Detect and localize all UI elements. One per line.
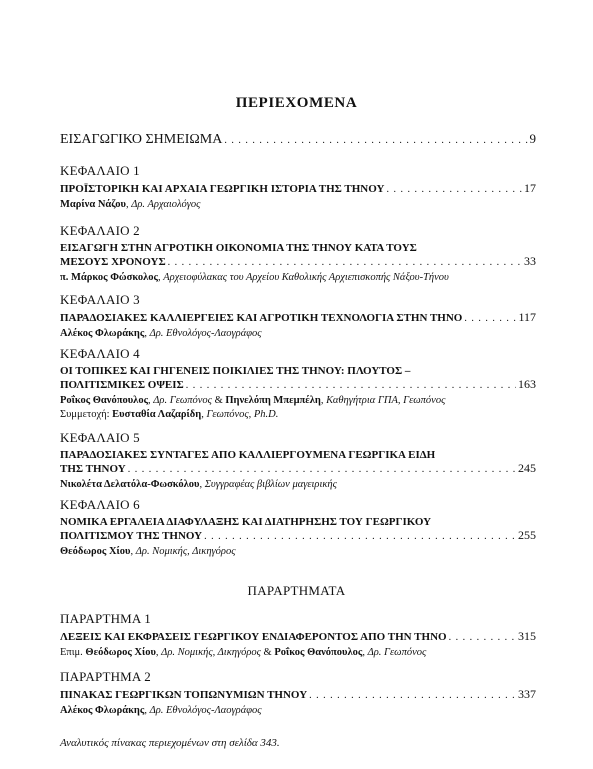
chapter-label: ΚΕΦΑΛΑΙΟ 1: [60, 163, 140, 178]
author-name: π. Μάρκος Φώσκολος: [60, 272, 158, 283]
chapter-title-line-1: ΟΙ ΤΟΠΙΚΕΣ ΚΑΙ ΓΗΓΕΝΕΙΣ ΠΟΙΚΙΛΙΕΣ ΤΗΣ ΤΗΝΟΥ: ΠΛΟΥΤΟΣ –: [60, 365, 411, 377]
chapter-6[interactable]: [60, 497, 536, 559]
chapter-title-line-2: ΠΟΛΙΤΙΣΜΙΚΕΣ ΟΨΕΙΣ: [60, 379, 184, 391]
chapter-title-row: [60, 529, 536, 543]
chapter-title: ΠΑΡΑΔΟΣΙΑΚΕΣ ΚΑΛΛΙΕΡΓΕΙΕΣ ΚΑΙ ΑΓΡΟΤΙΚΗ ΤΕΧΝΟΛΟΓΙΑ ΣΤΗΝ ΤΗΝΟ: [60, 312, 463, 324]
chapter-title-line-2: ΠΟΛΙΤΙΣΜΟΥ ΤΗΣ ΤΗΝΟΥ: [60, 530, 203, 542]
chapter-title-row: [60, 255, 536, 269]
appendix-title: ΛΕΞΕΙΣ ΚΑΙ ΕΚΦΡΑΣΕΙΣ ΓΕΩΡΓΙΚΟΥ ΕΝΔΙΑΦΕΡΟΝΤΟΣ ΑΠΟ ΤΗΝ ΤΗΝΟ: [60, 631, 447, 643]
chapter-page-number: 17: [524, 181, 536, 195]
author-name: Νικολέτα Δελατόλα-Φωσκόλου: [60, 479, 200, 490]
dot-leader: [168, 256, 522, 269]
author-role: Δρ. Εθνολόγος-Λαογράφος: [149, 705, 262, 716]
chapter-title-row: [60, 311, 536, 325]
chapter-author: Μαρίνα Νάζου, Δρ. Αρχαιολόγος: [60, 199, 201, 210]
chapter-label: ΚΕΦΑΛΑΙΟ 5: [60, 430, 140, 445]
appendix-page-number: 315: [518, 629, 536, 643]
chapter-page-number: 33: [524, 254, 536, 268]
chapter-author: Θεόδωρος Χίου, Δρ. Νομικής, Δικηγόρος: [60, 546, 236, 557]
chapter-label: ΚΕΦΑΛΑΙΟ 6: [60, 497, 140, 512]
chapter-title-line-1: ΕΙΣΑΓΩΓΗ ΣΤΗΝ ΑΓΡΟΤΙΚΗ ΟΙΚΟΝΟΜΙΑ ΤΗΣ ΤΗΝΟΥ ΚΑΤΑ ΤΟΥΣ: [60, 242, 417, 254]
appendix-1[interactable]: [60, 611, 536, 660]
chapter-title-line-1: ΝΟΜΙΚΑ ΕΡΓΑΛΕΙΑ ΔΙΑΦΥΛΑΞΗΣ ΚΑΙ ΔΙΑΤΗΡΗΣΗΣ ΤΟΥ ΓΕΩΡΓΙΚΟΥ: [60, 516, 432, 528]
chapter-label: ΚΕΦΑΛΑΙΟ 4: [60, 346, 140, 361]
footer-note: Αναλυτικός πίνακας περιεχομένων στη σελίδα 343.: [60, 737, 280, 749]
appendix-2[interactable]: [60, 669, 536, 718]
chapter-title-row: [60, 182, 536, 196]
author-name: Μαρίνα Νάζου: [60, 199, 126, 210]
participation-label: Συμμετοχή:: [60, 409, 110, 420]
chapter-title: ΠΡΟΪΣΤΟΡΙΚΗ ΚΑΙ ΑΡΧΑΙΑ ΓΕΩΡΓΙΚΗ ΙΣΤΟΡΙΑ ΤΗΣ ΤΗΝΟΥ: [60, 183, 385, 195]
editor-prefix: Επιμ.: [60, 647, 83, 658]
chapter-2[interactable]: [60, 223, 536, 285]
author-role: Δρ. Νομικής, Δικηγόρος: [161, 647, 261, 658]
chapter-4[interactable]: [60, 346, 536, 422]
appendix-title-row: [60, 630, 536, 644]
appendix-page-number: 337: [518, 687, 536, 701]
chapter-author: π. Μάρκος Φώσκολος, Αρχειοφύλακας του Αρχείου Καθολικής Αρχιεπισκοπής Νάξου-Τήνου: [60, 272, 449, 283]
author-name: Ροΐκος Θανόπουλος: [60, 395, 149, 406]
dot-leader: [186, 379, 516, 392]
chapter-title-line-2: ΜΕΣΟΥΣ ΧΡΟΝΟΥΣ: [60, 256, 166, 268]
chapter-author: Νικολέτα Δελατόλα-Φωσκόλου, Συγγραφέας βιβλίων μαγειρικής: [60, 479, 337, 490]
author-role: Συγγραφέας βιβλίων μαγειρικής: [204, 479, 337, 490]
author-role: Αρχειοφύλακας του Αρχείου Καθολικής Αρχιεπισκοπής Νάξου-Τήνου: [163, 272, 449, 283]
author-role: Δρ. Εθνολόγος-Λαογράφος: [149, 328, 262, 339]
author-name: Αλέκος Φλωράκης: [60, 705, 145, 716]
chapter-title-row: [60, 462, 536, 476]
page-title: ΠΕΡΙΕΧΟΜΕΝΑ: [235, 95, 358, 111]
chapter-title-line-2: ΤΗΣ ΤΗΝΟΥ: [60, 463, 126, 475]
dot-leader: [386, 183, 522, 196]
chapter-3[interactable]: [60, 292, 536, 341]
chapter-author: Ροΐκος Θανόπουλος, Δρ. Γεωπόνος & Πηνελόπη Μπεμπέλη, Καθηγήτρια ΓΠΑ, Γεωπόνος: [60, 395, 446, 406]
author-name: Θεόδωρος Χίου: [85, 647, 156, 658]
chapter-author: Αλέκος Φλωράκης, Δρ. Εθνολόγος-Λαογράφος: [60, 328, 262, 339]
intro-label: ΕΙΣΑΓΩΓΙΚΟ ΣΗΜΕΙΩΜΑ: [60, 132, 223, 147]
author-name: Θεόδωρος Χίου: [60, 546, 131, 557]
participant-name: Ευσταθία Λαζαρίδη: [112, 409, 202, 420]
dot-leader: [464, 312, 516, 325]
appendix-title-row: [60, 688, 536, 702]
chapter-page-number: 245: [518, 461, 536, 475]
author-name: Πηνελόπη Μπεμπέλη: [225, 395, 321, 406]
chapter-label: ΚΕΦΑΛΑΙΟ 2: [60, 223, 140, 238]
chapter-5[interactable]: [60, 430, 536, 492]
intro-entry[interactable]: [60, 131, 536, 148]
appendices-heading: ΠΑΡΑΡΤΗΜΑΤΑ: [247, 583, 346, 598]
appendix-author: Αλέκος Φλωράκης, Δρ. Εθνολόγος-Λαογράφος: [60, 705, 262, 716]
author-role: Καθηγήτρια ΓΠΑ, Γεωπόνος: [326, 395, 446, 406]
author-role: Δρ. Γεωπόνος: [367, 647, 427, 658]
chapter-title-line-1: ΠΑΡΑΔΟΣΙΑΚΕΣ ΣΥΝΤΑΓΕΣ ΑΠΟ ΚΑΛΛΙΕΡΓΟΥΜΕΝΑ ΓΕΩΡΓΙΚΑ ΕΙΔΗ: [60, 449, 436, 461]
chapter-page-number: 117: [518, 310, 536, 324]
dot-leader: [309, 689, 516, 702]
appendix-label: ΠΑΡΑΡΤΗΜΑ 2: [60, 669, 151, 684]
chapter-page-number: 255: [518, 528, 536, 542]
author-ampersand: &: [263, 647, 272, 658]
chapter-page-number: 163: [518, 377, 536, 391]
author-role: Δρ. Νομικής, Δικηγόρος: [135, 546, 236, 557]
dot-leader: [204, 530, 516, 543]
participant-role: Γεωπόνος, Ph.D.: [206, 409, 279, 420]
chapter-participation: Συμμετοχή: Ευσταθία Λαζαρίδη, Γεωπόνος, Ph.D.: [60, 409, 279, 420]
author-name: Αλέκος Φλωράκης: [60, 328, 145, 339]
author-name: Ροΐκος Θανόπουλος: [274, 647, 363, 658]
dot-leader: [128, 463, 516, 476]
appendix-author: Επιμ. Θεόδωρος Χίου, Δρ. Νομικής, Δικηγόρος & Ροΐκος Θανόπουλος, Δρ. Γεωπόνος: [60, 647, 427, 658]
dot-leader: [224, 135, 527, 146]
intro-page-number: 9: [529, 131, 536, 146]
chapter-label: ΚΕΦΑΛΑΙΟ 3: [60, 292, 140, 307]
author-ampersand: &: [214, 395, 223, 406]
appendix-label: ΠΑΡΑΡΤΗΜΑ 1: [60, 611, 151, 626]
author-role: Δρ. Αρχαιολόγος: [131, 199, 201, 210]
author-role: Δρ. Γεωπόνος: [153, 395, 212, 406]
appendix-title: ΠΙΝΑΚΑΣ ΓΕΩΡΓΙΚΩΝ ΤΟΠΩΝΥΜΙΩΝ ΤΗΝΟΥ: [60, 689, 308, 701]
chapter-1[interactable]: [60, 163, 536, 212]
chapter-title-row: [60, 378, 536, 392]
dot-leader: [449, 631, 516, 644]
